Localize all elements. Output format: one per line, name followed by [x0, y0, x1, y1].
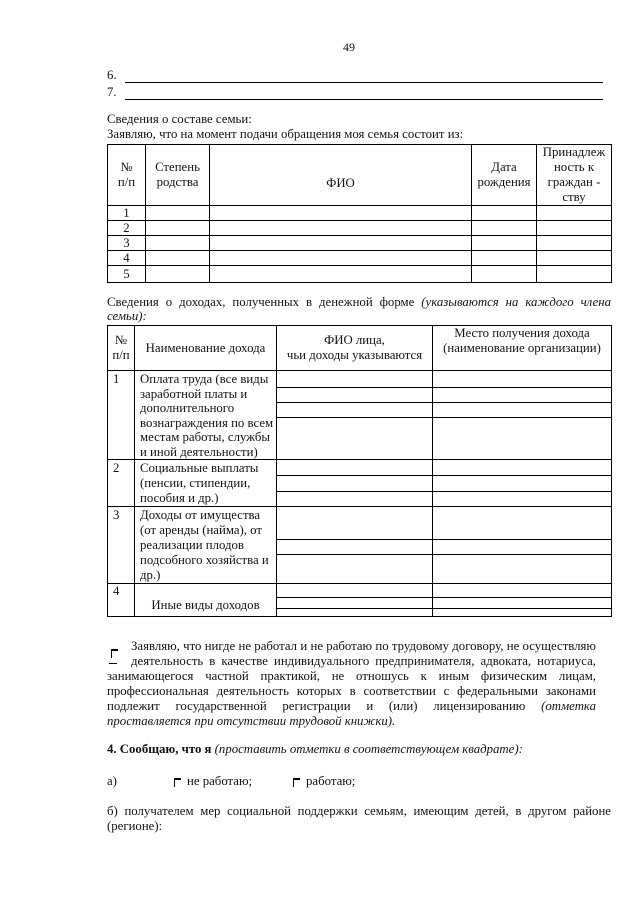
income-intro-note: (указываются на каждого члена [421, 295, 611, 309]
birth-date-cell [472, 206, 537, 221]
full-name-cell [210, 236, 472, 251]
line-number: 6. [107, 68, 117, 82]
declaration-line [107, 714, 395, 729]
item-b-line: (регионе): [107, 819, 163, 833]
page-number: 49 [343, 40, 355, 54]
row-number: 4 [108, 251, 146, 266]
blank-fill-line [125, 99, 603, 100]
citizenship-cell [537, 236, 612, 251]
income-source-cell [433, 460, 612, 507]
row-number: 5 [108, 266, 146, 283]
income-person-cell [277, 371, 433, 460]
subrow-divider [277, 491, 432, 492]
income-row [108, 507, 612, 584]
item-b-line: б) получателем мер социальной поддержки семьям, имеющим детей, в другом районе [107, 804, 611, 818]
checkbox-underline-mark [109, 663, 117, 664]
subrow-divider [277, 608, 432, 609]
table-header-row [108, 326, 612, 371]
item-a-marker: а) [107, 774, 117, 788]
subrow-divider [433, 402, 611, 403]
subrow-divider [433, 417, 611, 418]
full-name-cell [210, 266, 472, 283]
option-working-label: работаю; [306, 774, 356, 788]
checkbox-icon[interactable] [174, 778, 181, 787]
citizenship-cell [537, 206, 612, 221]
column-header-full-name: ФИО [210, 145, 472, 206]
subrow-divider [277, 387, 432, 388]
option-not-working-label: не работаю; [187, 774, 253, 788]
column-header-income-type: Наименование дохода [135, 326, 277, 371]
income-intro-line [107, 295, 611, 310]
table-row [108, 236, 612, 251]
income-person-cell [277, 507, 433, 584]
subrow-divider [277, 597, 432, 598]
subrow-divider [277, 417, 432, 418]
column-header-person: ФИО лица, чьи доходы указываются [277, 326, 433, 371]
blank-fill-line [125, 82, 603, 83]
income-intro-text: Сведения о доходах, полученных в денежной форме [107, 295, 415, 309]
declaration-text: подлежит государственной регистрации и (или) лицензированию [107, 699, 526, 713]
birth-date-cell [472, 236, 537, 251]
income-person-cell [277, 584, 433, 617]
subrow-divider [433, 608, 611, 609]
subrow-divider [433, 539, 611, 540]
income-source-cell [433, 507, 612, 584]
blank-line-7 [107, 85, 604, 101]
row-number: 2 [108, 460, 135, 507]
declaration-note: (отметка [541, 699, 596, 713]
subrow-divider [433, 554, 611, 555]
no-employment-declaration [107, 639, 596, 731]
citizenship-cell [537, 251, 612, 266]
income-type: Оплата труда (все виды заработной платы и дополнительного вознаграждения по всем местам работы, службы и иной деятельности) [135, 371, 277, 460]
table-row [108, 206, 612, 221]
checkbox-icon[interactable] [111, 649, 118, 658]
income-source-cell [433, 371, 612, 460]
income-row [108, 584, 612, 617]
subrow-divider [277, 402, 432, 403]
item-a-row [107, 774, 407, 790]
subrow-divider [277, 539, 432, 540]
row-number: 2 [108, 221, 146, 236]
row-number: 3 [108, 236, 146, 251]
income-type: Иные виды доходов [135, 584, 277, 617]
column-header-citizenship: Принадлеж ность к граждан - ству [537, 145, 612, 206]
family-intro: Заявляю, что на момент подачи обращения моя семья состоит из: [107, 127, 464, 141]
citizenship-cell [537, 221, 612, 236]
column-header-number: № п/п [108, 326, 135, 371]
section-4-instruction: (проставить отметки в соответствующем квадрате): [214, 742, 523, 756]
birth-date-cell [472, 266, 537, 283]
relation-cell [146, 251, 210, 266]
declaration-line: Заявляю, что нигде не работал и не работаю по трудовому договору, не осуществляю [131, 639, 596, 653]
relation-cell [146, 236, 210, 251]
table-row [108, 251, 612, 266]
row-number: 1 [108, 371, 135, 460]
declaration-line: занимающегося частной практикой, не отношусь к иным физическим лицам, [107, 669, 596, 683]
income-type: Доходы от имущества (от аренды (найма), от реализации плодов подсобного хозяйства и др.) [135, 507, 277, 584]
table-row [108, 266, 612, 283]
blank-line-6 [107, 68, 604, 84]
relation-cell [146, 266, 210, 283]
income-row [108, 371, 612, 460]
row-number: 3 [108, 507, 135, 584]
income-type: Социальные выплаты (пенсии, стипендии, пособия и др.) [135, 460, 277, 507]
checkbox-icon[interactable] [293, 778, 300, 787]
full-name-cell [210, 206, 472, 221]
income-source-cell [433, 584, 612, 617]
table-row [108, 221, 612, 236]
row-number: 1 [108, 206, 146, 221]
column-header-number: № п/п [108, 145, 146, 206]
income-table [107, 325, 612, 617]
subrow-divider [277, 554, 432, 555]
family-heading: Сведения о составе семьи: [107, 112, 252, 126]
income-intro-line [107, 309, 147, 324]
income-person-cell [277, 460, 433, 507]
income-intro-note: семьи): [107, 309, 147, 323]
declaration-note: проставляется при отсутствии трудовой книжки). [107, 714, 396, 728]
declaration-line [107, 699, 596, 714]
citizenship-cell [537, 266, 612, 283]
section-4-title: 4. Сообщаю, что я [107, 742, 212, 756]
column-header-birth-date: Дата рождения [472, 145, 537, 206]
line-number: 7. [107, 85, 117, 99]
column-header-income-source: Место получения дохода (наименование организации) [433, 326, 612, 371]
subrow-divider [277, 475, 432, 476]
section-4-heading [107, 742, 523, 757]
subrow-divider [433, 387, 611, 388]
full-name-cell [210, 221, 472, 236]
row-number: 4 [108, 584, 135, 617]
subrow-divider [433, 475, 611, 476]
subrow-divider [433, 491, 611, 492]
income-row [108, 460, 612, 507]
family-composition-table [107, 144, 612, 283]
full-name-cell [210, 251, 472, 266]
birth-date-cell [472, 251, 537, 266]
relation-cell [146, 206, 210, 221]
column-header-relation: Степень родства [146, 145, 210, 206]
table-header-row [108, 145, 612, 206]
relation-cell [146, 221, 210, 236]
birth-date-cell [472, 221, 537, 236]
declaration-line: профессиональная деятельность которых в соответствии с федеральными законами [107, 684, 596, 698]
declaration-line: деятельность в качестве индивидуального предпринимателя, адвоката, нотариуса, [131, 654, 596, 668]
subrow-divider [433, 597, 611, 598]
